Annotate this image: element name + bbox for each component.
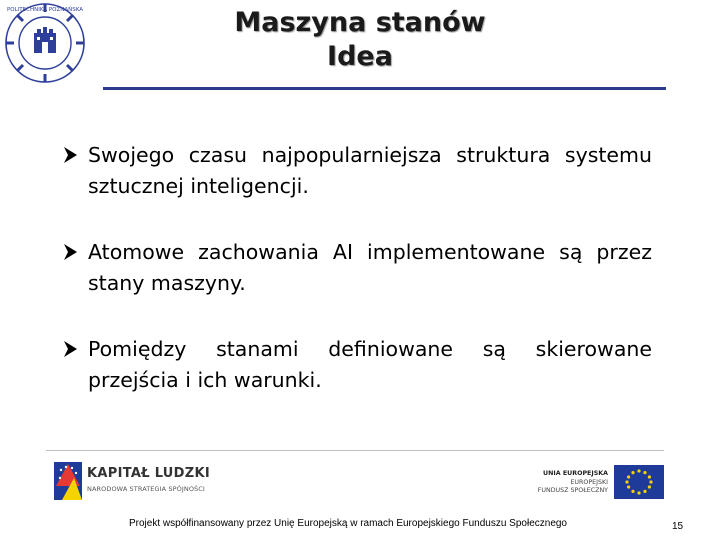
slide-title: [150, 6, 570, 74]
eu-flag-icon: [614, 465, 664, 499]
eu-label-line-1: UNIA EUROPEJSKA: [543, 470, 608, 477]
footer-divider: [46, 450, 664, 451]
university-seal-icon: [4, 2, 86, 84]
arrowhead-bullet-icon: [62, 243, 78, 261]
bullet-text: Pomiędzy stanami definiowane są skierowane przejścia i ich warunki.: [88, 337, 652, 392]
eu-label-line-3: FUNDUSZ SPOŁECZNY: [537, 487, 608, 494]
bullet-item: [60, 140, 652, 202]
kl-logo-subtitle: NARODOWA STRATEGIA SPÓJNOŚCI: [87, 485, 205, 493]
footer-note: Projekt współfinansowany przez Unię Europejską w ramach Europejskiego Funduszu Społecznego: [128, 518, 567, 529]
page-number: 15: [672, 521, 684, 532]
eu-label-line-2: EUROPEJSKI: [570, 478, 608, 486]
bullet-item: [60, 237, 652, 299]
seal-lettering: POLITECHNIKA POZNAŃSKA: [6, 7, 84, 13]
title-line-1: Maszyna stanów: [234, 7, 486, 38]
arrowhead-bullet-icon: [62, 146, 78, 164]
bullet-text: Atomowe zachowania AI implementowane są przez stany maszyny.: [88, 240, 652, 295]
kl-logo-title: KAPITAŁ LUDZKI: [87, 466, 210, 481]
bullet-item: [60, 334, 652, 396]
title-line-2: Idea: [327, 41, 393, 72]
bullet-text: Swojego czasu najpopularniejsza struktura systemu sztucznej inteligencji.: [88, 143, 652, 198]
eu-label: [532, 470, 608, 496]
title-underline: [103, 87, 666, 90]
arrowhead-bullet-icon: [62, 340, 78, 358]
bullet-list: [60, 140, 652, 431]
